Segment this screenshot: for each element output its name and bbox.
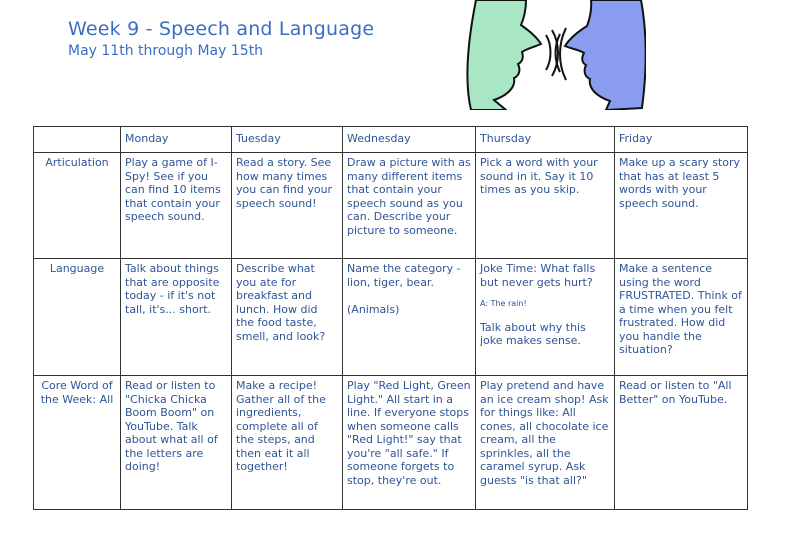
column-header-thursday: Thursday bbox=[476, 127, 615, 153]
page-title: Week 9 - Speech and Language bbox=[68, 18, 375, 40]
table-cell: Describe what you ate for breakfast and lunch. How did the food taste, smell, and look? bbox=[232, 259, 343, 376]
joke-followup: Talk about why this joke makes sense. bbox=[480, 320, 586, 347]
table-cell: Make a sentence using the word FRUSTRATED. Think of a time when you felt frustrated. How did you handle the situation? bbox=[615, 259, 748, 376]
column-header-friday: Friday bbox=[615, 127, 748, 153]
table-cell: Read a story. See how many times you can find your speech sound! bbox=[232, 153, 343, 259]
column-header-tuesday: Tuesday bbox=[232, 127, 343, 153]
table-cell: Play pretend and have an ice cream shop! Ask for things like: All cones, all chocolate ice cream, all the sprinkles, all the caramel syrup. Ask guests "is that all?" bbox=[476, 376, 615, 510]
table-cell: Draw a picture with as many different items that contain your speech sound as you can. Describe your picture to someone. bbox=[343, 153, 476, 259]
table-row bbox=[34, 376, 748, 510]
corner-header bbox=[34, 127, 121, 153]
column-header-wednesday: Wednesday bbox=[343, 127, 476, 153]
table-cell: Play "Red Light, Green Light." All start in a line. If everyone stops when someone calls "Red Light!" say that you're "all safe." If someone forgets to stop, they're out. bbox=[343, 376, 476, 510]
table-cell: Talk about things that are opposite today - if it's not tall, it's... short. bbox=[121, 259, 232, 376]
row-label-language: Language bbox=[34, 259, 121, 376]
table-header-row bbox=[34, 127, 748, 153]
table-cell: Make up a scary story that has at least 5 words with your speech sound. bbox=[615, 153, 748, 259]
column-header-monday: Monday bbox=[121, 127, 232, 153]
table-cell: Read or listen to "All Better" on YouTube. bbox=[615, 376, 748, 510]
table-cell: Read or listen to "Chicka Chicka Boom Boom" on YouTube. Talk about what all of the letters are doing! bbox=[121, 376, 232, 510]
table-row bbox=[34, 153, 748, 259]
date-range: May 11th through May 15th bbox=[68, 43, 264, 59]
table-cell: Name the category - lion, tiger, bear. (Animals) bbox=[343, 259, 476, 376]
two-faces-talking-icon bbox=[466, 0, 646, 110]
row-label-core-word: Core Word of the Week: All bbox=[34, 376, 121, 510]
table-row bbox=[34, 259, 748, 376]
table-cell: Make a recipe! Gather all of the ingredients, complete all of the steps, and then eat it all together! bbox=[232, 376, 343, 510]
table-cell-joke bbox=[476, 259, 615, 376]
joke-question: Joke Time: What falls but never gets hurt? bbox=[480, 262, 596, 289]
table-cell: Pick a word with your sound in it. Say it 10 times as you skip. bbox=[476, 153, 615, 259]
activity-table bbox=[33, 126, 748, 510]
table-cell: Play a game of I-Spy! See if you can find 10 items that contain your speech sound. bbox=[121, 153, 232, 259]
joke-answer: A: The rain! bbox=[480, 299, 527, 308]
row-label-articulation: Articulation bbox=[34, 153, 121, 259]
